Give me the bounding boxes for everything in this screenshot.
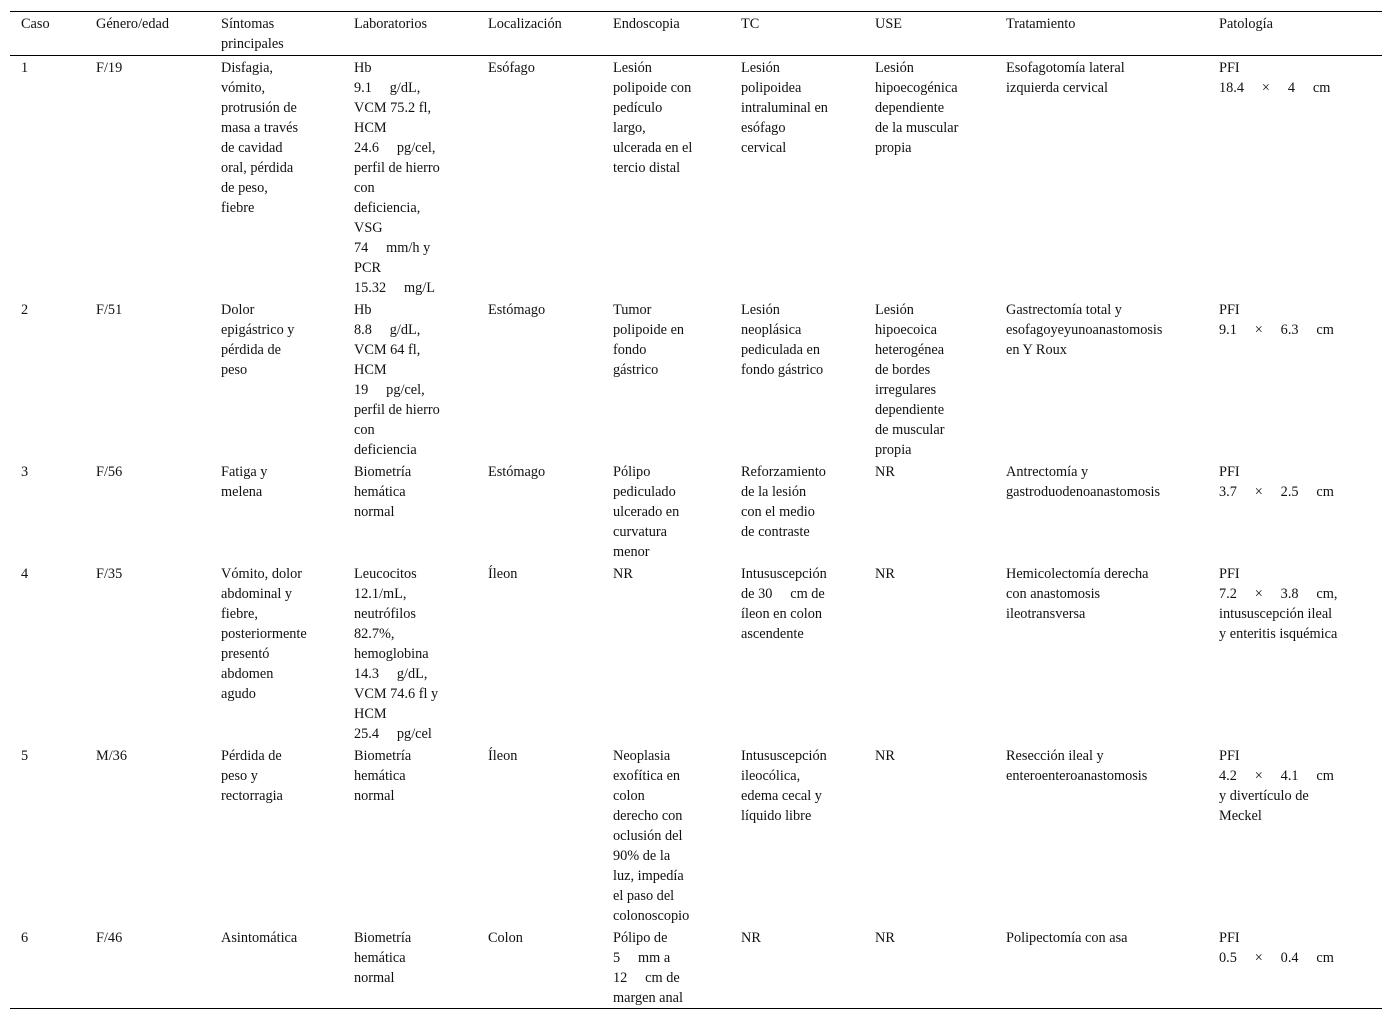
- header-use: USE: [875, 16, 903, 32]
- cell-sintomas: [210, 744, 343, 926]
- cell-line: Lesión: [613, 60, 652, 76]
- cell-line: NR: [875, 464, 895, 480]
- cell-line: 5: [21, 748, 29, 764]
- cell-line: Resección ileal y: [1006, 748, 1104, 764]
- cell-line: 25.4 pg/cel: [354, 726, 432, 742]
- cell-line: F/56: [96, 464, 123, 480]
- cell-line: gastroduodenoanastomosis: [1006, 484, 1161, 500]
- table-row: [10, 562, 1382, 744]
- cell-line: de la muscular: [875, 120, 959, 136]
- cell-line: y divertículo de: [1219, 788, 1309, 804]
- cell-localizacion: [477, 56, 602, 299]
- cell-line: Pérdida de: [221, 748, 282, 764]
- cell-line: y enteritis isquémica: [1219, 626, 1338, 642]
- cell-line: fiebre,: [221, 606, 258, 622]
- cell-line: 90% de la: [613, 848, 671, 864]
- cell-genero-edad: [85, 460, 210, 562]
- cell-line: ileotransversa: [1006, 606, 1086, 622]
- cell-line: ascendente: [741, 626, 804, 642]
- cell-line: íleon en colon: [741, 606, 822, 622]
- cell-line: 4: [21, 566, 29, 582]
- cell-line: con anastomosis: [1006, 586, 1101, 602]
- cell-use: [864, 56, 995, 299]
- cell-use: [864, 298, 995, 460]
- cell-line: ileocólica,: [741, 768, 801, 784]
- cell-line: F/35: [96, 566, 123, 582]
- cell-line: propia: [875, 442, 912, 458]
- cell-genero-edad: [85, 298, 210, 460]
- cell-line: peso y: [221, 768, 258, 784]
- cell-line: NR: [875, 566, 895, 582]
- cell-caso: [10, 56, 85, 299]
- clinical-cases-table: [10, 11, 1382, 1009]
- cell-sintomas: [210, 460, 343, 562]
- cell-localizacion: [477, 926, 602, 1009]
- cell-tratamiento: [995, 56, 1208, 299]
- cell-line: neutrófilos: [354, 606, 416, 622]
- cell-line: en Y Roux: [1006, 342, 1067, 358]
- cell-line: 9.1 × 6.3 cm: [1219, 322, 1334, 338]
- cell-line: irregulares: [875, 382, 937, 398]
- header-patologia: Patología: [1219, 16, 1274, 32]
- cell-line: pediculado: [613, 484, 676, 500]
- cell-line: luz, impedía: [613, 868, 684, 884]
- cell-line: 5 mm a: [613, 950, 671, 966]
- cell-line: 18.4 × 4 cm: [1219, 80, 1331, 96]
- cell-line: rectorragia: [221, 788, 283, 804]
- cell-line: Íleon: [488, 748, 518, 764]
- cell-line: 15.32 mg/L: [354, 280, 436, 296]
- cell-line: peso: [221, 362, 248, 378]
- cell-endoscopia: [602, 562, 730, 744]
- cell-line: normal: [354, 970, 395, 986]
- cell-line: 6: [21, 930, 29, 946]
- cell-line: pérdida de: [221, 342, 281, 358]
- cell-line: Lesión: [741, 60, 780, 76]
- cell-laboratorios: [343, 926, 477, 1009]
- cell-line: Polipectomía con asa: [1006, 930, 1128, 946]
- cell-tc: [730, 56, 864, 299]
- cell-line: hipoecoica: [875, 322, 937, 338]
- cell-line: dependiente: [875, 402, 945, 418]
- cell-patologia: [1208, 298, 1382, 460]
- cell-endoscopia: [602, 298, 730, 460]
- cell-line: Biometría: [354, 930, 412, 946]
- cell-line: PFI: [1219, 566, 1240, 582]
- cell-sintomas: [210, 298, 343, 460]
- cell-line: presentó: [221, 646, 270, 662]
- cell-line: Esófago: [488, 60, 535, 76]
- cell-line: Hb: [354, 302, 372, 318]
- cell-patologia: [1208, 744, 1382, 926]
- cell-line: NR: [875, 748, 895, 764]
- cell-line: propia: [875, 140, 912, 156]
- cell-line: Lesión: [875, 302, 914, 318]
- cell-line: Colon: [488, 930, 523, 946]
- cell-line: cervical: [741, 140, 787, 156]
- cell-tc: [730, 744, 864, 926]
- cell-line: posteriormente: [221, 626, 307, 642]
- cell-line: HCM: [354, 706, 387, 722]
- cell-line: de contraste: [741, 524, 810, 540]
- cell-line: de peso,: [221, 180, 268, 196]
- cell-caso: [10, 562, 85, 744]
- cell-caso: [10, 298, 85, 460]
- cell-line: 3.7 × 2.5 cm: [1219, 484, 1334, 500]
- header-genero-edad: Género/edad: [96, 16, 170, 32]
- cell-line: colon: [613, 788, 645, 804]
- cell-line: 7.2 × 3.8 cm,: [1219, 586, 1338, 602]
- cell-laboratorios: [343, 744, 477, 926]
- cell-line: abdominal y: [221, 586, 293, 602]
- cell-line: Estómago: [488, 464, 546, 480]
- cell-line: edema cecal y: [741, 788, 822, 804]
- cell-line: VCM 64 fl,: [354, 342, 421, 358]
- cell-line: esófago: [741, 120, 786, 136]
- cell-line: M/36: [96, 748, 127, 764]
- cell-use: [864, 562, 995, 744]
- cell-patologia: [1208, 926, 1382, 1009]
- cell-line: Disfagia,: [221, 60, 274, 76]
- table-row: [10, 56, 1382, 299]
- cell-line: de cavidad: [221, 140, 283, 156]
- cell-line: Reforzamiento: [741, 464, 826, 480]
- cell-line: Leucocitos: [354, 566, 417, 582]
- cell-line: Biometría: [354, 748, 412, 764]
- cell-line: F/46: [96, 930, 123, 946]
- cell-tratamiento: [995, 562, 1208, 744]
- cell-line: hemática: [354, 768, 406, 784]
- cell-localizacion: [477, 744, 602, 926]
- cell-line: de 30 cm de: [741, 586, 825, 602]
- cell-line: Pólipo de: [613, 930, 668, 946]
- cell-patologia: [1208, 562, 1382, 744]
- cell-line: Lesión: [875, 60, 914, 76]
- cell-line: Biometría: [354, 464, 412, 480]
- cell-tratamiento: [995, 744, 1208, 926]
- header-endoscopia: Endoscopia: [613, 16, 680, 32]
- cell-sintomas: [210, 56, 343, 299]
- cell-line: ulcerado en: [613, 504, 680, 520]
- cell-caso: [10, 926, 85, 1009]
- cell-line: 9.1 g/dL,: [354, 80, 421, 96]
- cell-line: agudo: [221, 686, 256, 702]
- cell-laboratorios: [343, 298, 477, 460]
- cell-endoscopia: [602, 744, 730, 926]
- header-tratamiento: Tratamiento: [1006, 16, 1076, 32]
- table-row: [10, 744, 1382, 926]
- cell-line: pediculada en: [741, 342, 820, 358]
- cell-tc: [730, 298, 864, 460]
- cell-use: [864, 460, 995, 562]
- cell-line: largo,: [613, 120, 646, 136]
- cell-line: Intususcepción: [741, 566, 827, 582]
- cell-line: deficiencia: [354, 442, 417, 458]
- cell-line: 3: [21, 464, 29, 480]
- cell-line: Neoplasia: [613, 748, 671, 764]
- cell-line: esofagoyeyunoanastomosis: [1006, 322, 1163, 338]
- cell-line: gástrico: [613, 362, 659, 378]
- cell-line: F/19: [96, 60, 123, 76]
- cell-line: con: [354, 180, 375, 196]
- cell-laboratorios: [343, 460, 477, 562]
- cell-line: de la lesión: [741, 484, 807, 500]
- cell-tratamiento: [995, 298, 1208, 460]
- cell-line: deficiencia,: [354, 200, 421, 216]
- cell-endoscopia: [602, 926, 730, 1009]
- cell-line: Vómito, dolor: [221, 566, 303, 582]
- cell-localizacion: [477, 298, 602, 460]
- cell-localizacion: [477, 562, 602, 744]
- cell-line: PFI: [1219, 464, 1240, 480]
- cell-line: NR: [613, 566, 633, 582]
- cell-endoscopia: [602, 56, 730, 299]
- cell-line: VCM 75.2 fl,: [354, 100, 432, 116]
- cell-genero-edad: [85, 562, 210, 744]
- cell-line: PFI: [1219, 60, 1240, 76]
- cell-line: vómito,: [221, 80, 266, 96]
- cell-use: [864, 744, 995, 926]
- cell-line: hemática: [354, 484, 406, 500]
- cell-genero-edad: [85, 744, 210, 926]
- cell-line: oclusión del: [613, 828, 683, 844]
- cell-line: Pólipo: [613, 464, 651, 480]
- cell-line: fondo gástrico: [741, 362, 824, 378]
- cell-line: Íleon: [488, 566, 518, 582]
- cell-line: neoplásica: [741, 322, 802, 338]
- cell-line: fiebre: [221, 200, 255, 216]
- cell-line: heterogénea: [875, 342, 945, 358]
- cell-line: oral, pérdida: [221, 160, 294, 176]
- cell-line: masa a través: [221, 120, 299, 136]
- cell-patologia: [1208, 460, 1382, 562]
- cell-line: Dolor: [221, 302, 255, 318]
- cell-line: hipoecogénica: [875, 80, 958, 96]
- cell-endoscopia: [602, 460, 730, 562]
- cell-localizacion: [477, 460, 602, 562]
- table-body: [10, 56, 1382, 1009]
- cell-line: perfil de hierro: [354, 160, 440, 176]
- cell-line: derecho con: [613, 808, 683, 824]
- cell-line: 2: [21, 302, 29, 318]
- cell-caso: [10, 460, 85, 562]
- cell-line: Estómago: [488, 302, 546, 318]
- cell-line: izquierda cervical: [1006, 80, 1108, 96]
- cell-line: 4.2 × 4.1 cm: [1219, 768, 1334, 784]
- cell-line: F/51: [96, 302, 123, 318]
- cell-line: exofítica en: [613, 768, 681, 784]
- cell-line: HCM: [354, 120, 387, 136]
- cell-use: [864, 926, 995, 1009]
- header-row: [10, 12, 1382, 56]
- cell-line: PFI: [1219, 748, 1240, 764]
- cell-line: menor: [613, 544, 650, 560]
- cell-tc: [730, 460, 864, 562]
- cell-line: normal: [354, 788, 395, 804]
- cell-line: melena: [221, 484, 263, 500]
- table-header: [10, 12, 1382, 56]
- cell-line: Antrectomía y: [1006, 464, 1089, 480]
- cell-line: intususcepción ileal: [1219, 606, 1333, 622]
- cell-line: 19 pg/cel,: [354, 382, 425, 398]
- header-sintomas: Síntomas principales: [221, 16, 284, 52]
- cell-line: Tumor: [613, 302, 652, 318]
- cell-line: NR: [875, 930, 895, 946]
- cell-line: Esofagotomía lateral: [1006, 60, 1125, 76]
- cell-line: 24.6 pg/cel,: [354, 140, 436, 156]
- cell-line: Intususcepción: [741, 748, 827, 764]
- cell-line: polipoide con: [613, 80, 692, 96]
- cell-line: 8.8 g/dL,: [354, 322, 421, 338]
- table-row: [10, 926, 1382, 1009]
- cell-line: polipoidea: [741, 80, 802, 96]
- cell-patologia: [1208, 56, 1382, 299]
- cell-line: Hemicolectomía derecha: [1006, 566, 1149, 582]
- cell-line: de muscular: [875, 422, 945, 438]
- header-localizacion: Localización: [488, 16, 562, 32]
- cell-line: 0.5 × 0.4 cm: [1219, 950, 1334, 966]
- cell-line: Lesión: [741, 302, 780, 318]
- table-row: [10, 298, 1382, 460]
- cell-line: curvatura: [613, 524, 667, 540]
- cell-line: Meckel: [1219, 808, 1262, 824]
- cell-tratamiento: [995, 926, 1208, 1009]
- cell-laboratorios: [343, 562, 477, 744]
- cell-tratamiento: [995, 460, 1208, 562]
- cell-line: ulcerada en el: [613, 140, 693, 156]
- cell-laboratorios: [343, 56, 477, 299]
- cell-line: margen anal: [613, 990, 683, 1006]
- cell-line: hemática: [354, 950, 406, 966]
- cell-line: Gastrectomía total y: [1006, 302, 1122, 318]
- cell-tc: [730, 562, 864, 744]
- cell-tc: [730, 926, 864, 1009]
- cell-line: HCM: [354, 362, 387, 378]
- cell-line: 82.7%,: [354, 626, 395, 642]
- cell-line: PFI: [1219, 302, 1240, 318]
- cell-sintomas: [210, 562, 343, 744]
- cell-line: con el medio: [741, 504, 815, 520]
- cell-line: PCR: [354, 260, 382, 276]
- cell-genero-edad: [85, 56, 210, 299]
- cell-line: epigástrico y: [221, 322, 295, 338]
- cell-line: líquido libre: [741, 808, 812, 824]
- cell-line: 12 cm de: [613, 970, 680, 986]
- cell-line: Hb: [354, 60, 372, 76]
- cell-line: 12.1/mL,: [354, 586, 407, 602]
- cell-line: PFI: [1219, 930, 1240, 946]
- cell-line: fondo: [613, 342, 647, 358]
- cell-line: hemoglobina: [354, 646, 429, 662]
- cell-line: de bordes: [875, 362, 931, 378]
- cell-line: dependiente: [875, 100, 945, 116]
- cell-line: 14.3 g/dL,: [354, 666, 428, 682]
- cell-line: enteroenteroanastomosis: [1006, 768, 1148, 784]
- cell-line: protrusión de: [221, 100, 297, 116]
- cell-line: colonoscopio: [613, 908, 690, 924]
- cell-line: el paso del: [613, 888, 675, 904]
- cell-line: con: [354, 422, 375, 438]
- cell-line: VSG: [354, 220, 383, 236]
- cell-line: normal: [354, 504, 395, 520]
- cell-line: polipoide en: [613, 322, 685, 338]
- cell-caso: [10, 744, 85, 926]
- cell-genero-edad: [85, 926, 210, 1009]
- cell-line: NR: [741, 930, 761, 946]
- cell-line: intraluminal en: [741, 100, 828, 116]
- header-caso: Caso: [21, 16, 50, 32]
- cell-line: 1: [21, 60, 29, 76]
- cell-line: abdomen: [221, 666, 274, 682]
- cell-line: Fatiga y: [221, 464, 268, 480]
- cell-line: tercio distal: [613, 160, 681, 176]
- cell-line: perfil de hierro: [354, 402, 440, 418]
- cell-line: VCM 74.6 fl y: [354, 686, 439, 702]
- cell-line: 74 mm/h y: [354, 240, 431, 256]
- cell-sintomas: [210, 926, 343, 1009]
- table-row: [10, 460, 1382, 562]
- cell-line: pedículo: [613, 100, 663, 116]
- header-laboratorios: Laboratorios: [354, 16, 428, 32]
- cell-line: Asintomática: [221, 930, 298, 946]
- header-tc: TC: [741, 16, 760, 32]
